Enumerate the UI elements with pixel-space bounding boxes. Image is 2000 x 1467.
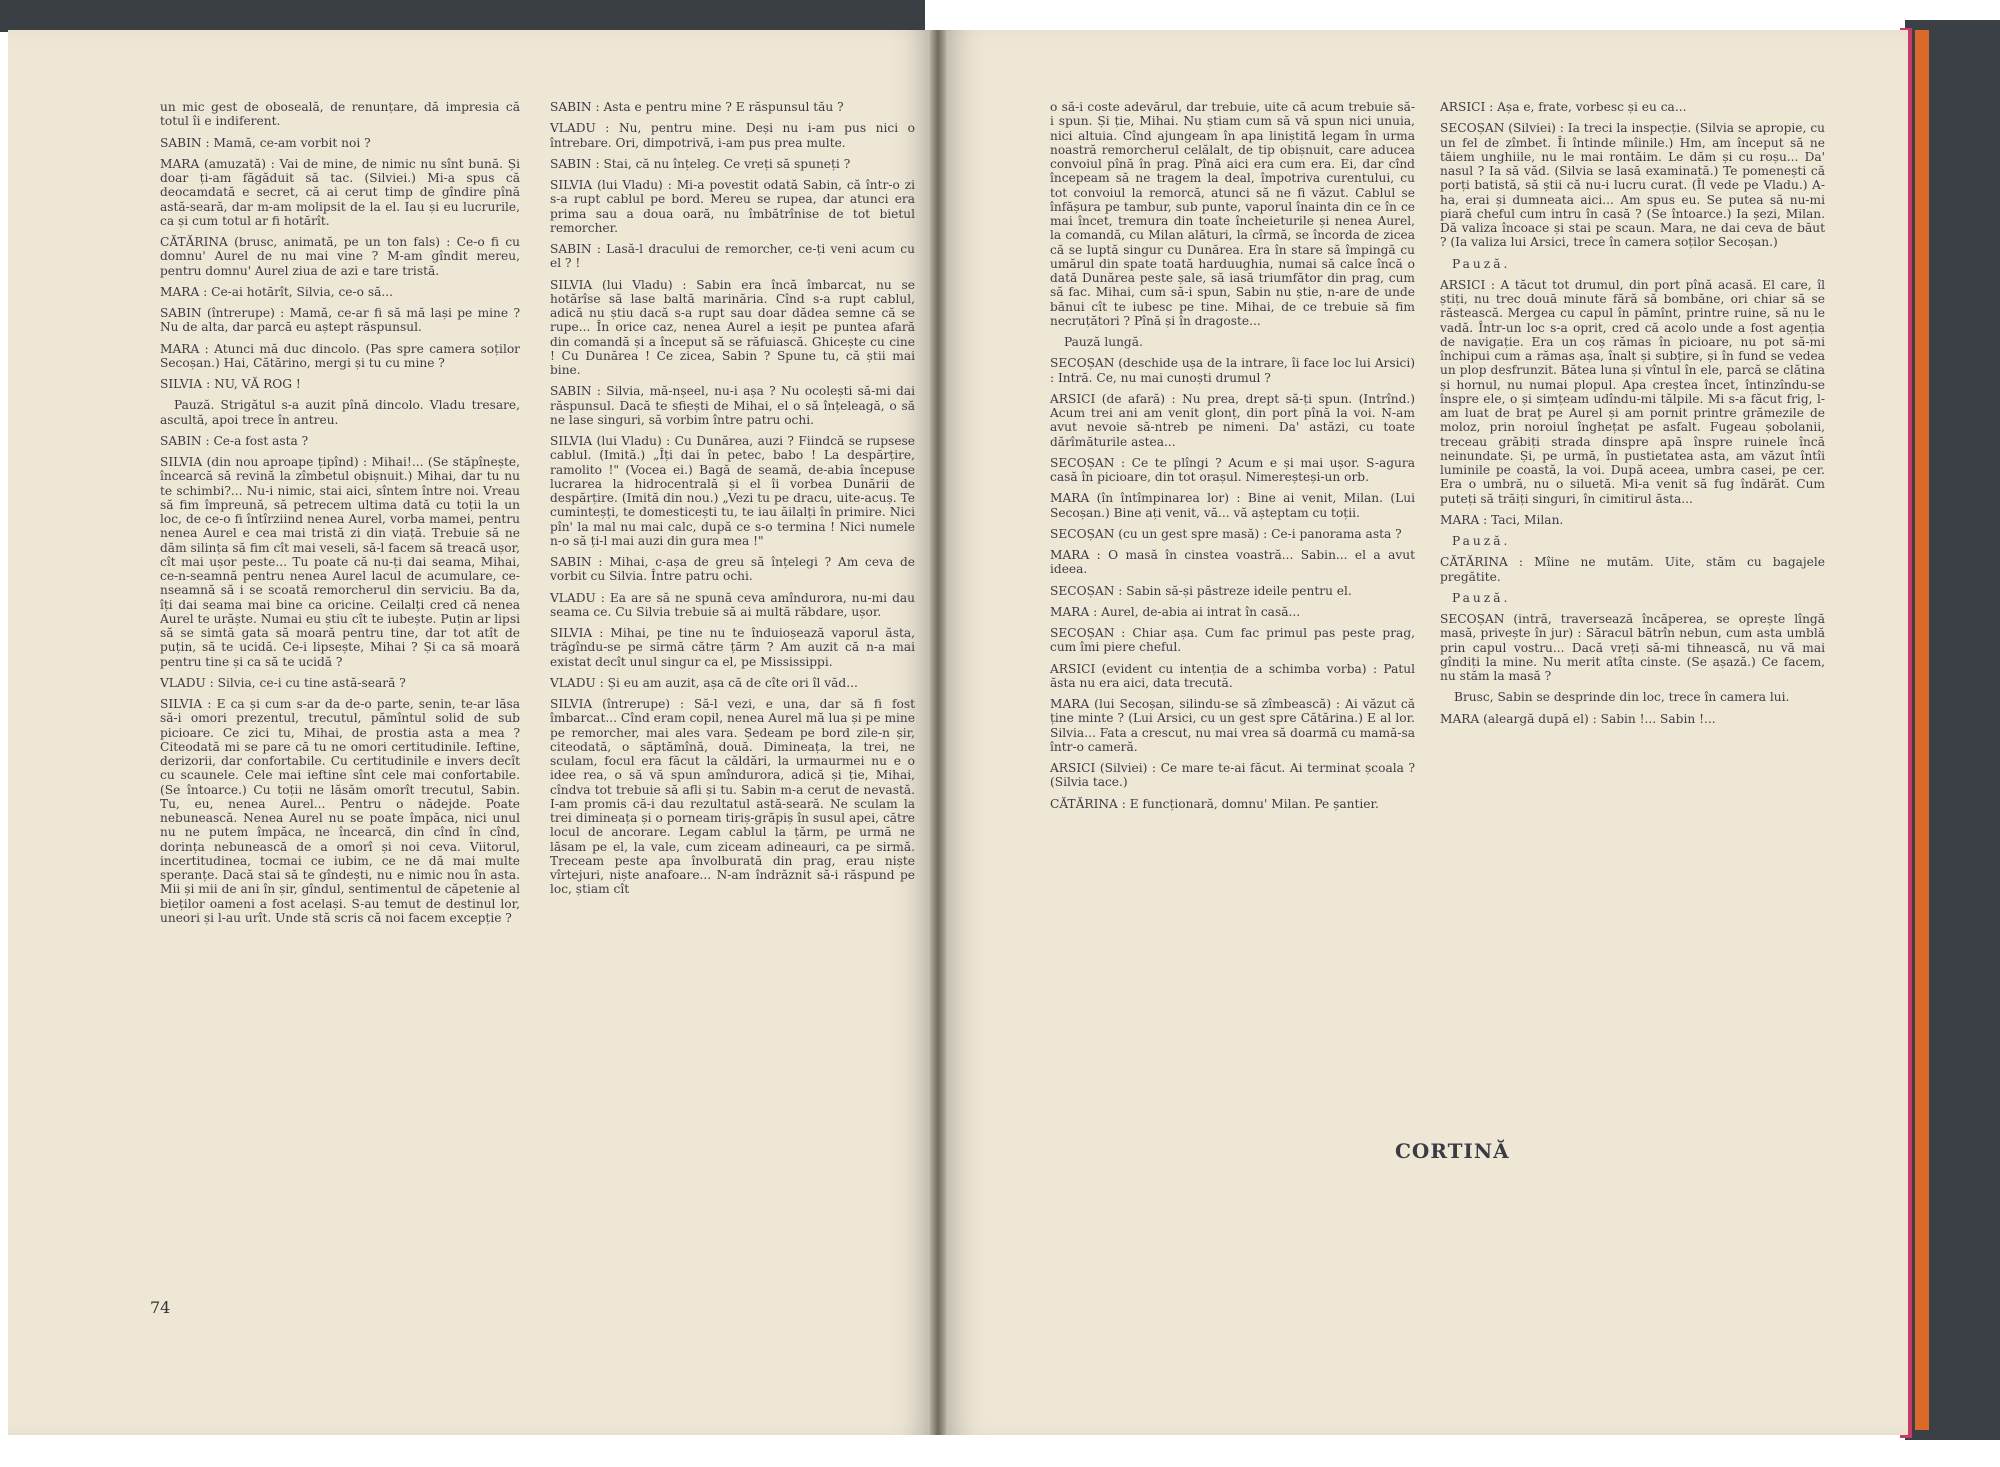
dialogue-line: SECOȘAN : Chiar așa. Cum fac primul pas peste prag, cum îmi piere cheful. — [1050, 626, 1415, 655]
paragraph: un mic gest de oboseală, de renunțare, dă impresia că totul îi e indiferent. — [160, 100, 520, 129]
dialogue-line: SECOȘAN (Silviei) : Ia treci la inspecție. (Silvia se apropie, cu un fel de zîmbet. Îi întinde mîinile.) Hm, am început să ne tăiem unghiile, nu le mai rontăim. Le dăm și cu roșu... Da' nasul ? Ia să văd. (Silvia se lasă examinată.) Te pomenești că porți batistă, să știi că nu-i lucru curat. (Îl vede pe Vladu.) A-ha, erai și dumneata aici... Am spus eu. Se putea să nu-mi piară cheful cum intru în casă ? (Se întoarce.) Ia șezi, Milan. Dă valiza încoace și stai pe scaun. Mara, ne dai ceva de băut ? (Ia valiza lui Arsici, trece în camera soților Secoșan.) — [1440, 121, 1825, 250]
dialogue-line: SECOȘAN : Ce te plîngi ? Acum e și mai ușor. S-agura casă în picioare, din tot orașul. Nimereșteși-un orb. — [1050, 455, 1415, 484]
dialogue-line: SABIN : Silvia, mă-nșeel, nu-i așa ? Nu ocolești să-mi dai răspunsul. Dacă te sfiești de Mihai, el o să înțeleagă, o să ne lase singuri, să vorbim între patru ochi. — [550, 384, 915, 427]
book-cover-top — [0, 0, 925, 32]
stage-direction: Pauză. — [1452, 256, 1511, 271]
dialogue-line: CĂTĂRINA : Mîine ne mutăm. Uite, stăm cu bagajele pregătite. — [1440, 555, 1825, 584]
dialogue-line: ARSICI (evident cu intenția de a schimba vorba) : Patul ăsta nu era aici, data trecută. — [1050, 661, 1415, 690]
dialogue-line: MARA (în întîmpinarea lor) : Bine ai venit, Milan. (Lui Secoșan.) Bine ați venit, vă... vă așteptam cu toții. — [1050, 491, 1415, 520]
dialogue-line: VLADU : Ea are să ne spună ceva amîndurora, nu-mi dau seama ce. Cu Silvia trebuie să ai multă răbdare, ușor. — [550, 590, 915, 619]
dialogue-line: MARA : Aurel, de-abia ai intrat în casă... — [1050, 604, 1301, 619]
dialogue-line: SILVIA : Mihai, pe tine nu te înduioșează vaporul ăsta, trăgîndu-se pe sirmă către țărm ? Am auzit că n-a mai existat decît unul singur ca el, pe Mississippi. — [550, 626, 915, 669]
stage-direction: Pauză. — [1452, 590, 1511, 605]
dialogue-line: CĂTĂRINA : E funcționară, domnu' Milan. Pe șantier. — [1050, 796, 1379, 811]
curtain-heading: CORTINĂ — [1395, 1139, 1510, 1163]
dialogue-line: SABIN : Lasă-l dracului de remorcher, ce-ți veni acum cu el ? ! — [550, 242, 915, 271]
dialogue-line: VLADU : Nu, pentru mine. Deși nu i-am pus nici o întrebare. Ori, dimpotrivă, i-am pus prea multe. — [550, 121, 915, 150]
book-gutter — [930, 30, 946, 1435]
stage-direction: Brusc, Sabin se desprinde din loc, trece în camera lui. — [1454, 690, 1790, 705]
dialogue-line: MARA (amuzată) : Vai de mine, de nimic nu sînt bună. Și doar ți-am făgăduit să tac. (Silviei.) Mi-a spus că deocamdată e secret, că ai cerut timp de gîndire pînă astă-seară, dar m-am molipsit de la el. Iau și eu lucrurile, ca și cum totul ar fi hotărît. — [160, 156, 520, 228]
dialogue-line: VLADU : Silvia, ce-i cu tine astă-seară ? — [160, 675, 406, 690]
left-column-2 — [550, 100, 915, 904]
left-column-1 — [160, 100, 520, 932]
dialogue-line: MARA : O masă în cinstea voastră... Sabin... el a avut ideea. — [1050, 548, 1415, 577]
dialogue-line: MARA (lui Secoșan, silindu-se să zîmbească) : Ai văzut că ține minte ? (Lui Arsici, cu un gest spre Cătărina.) E al lor. Silvia... Fata a crescut, nu mai vrea să doarmă cu mamă-sa într-o cameră. — [1050, 697, 1415, 754]
stage-direction: Pauză lungă. — [1064, 335, 1143, 349]
dialogue-line: SABIN : Mihai, c-așa de greu să înțelegi ? Am ceva de vorbit cu Silvia. Între patru ochi. — [550, 555, 915, 584]
dialogue-line: ARSICI (Silviei) : Ce mare te-ai făcut. Ai terminat școala ? (Silvia tace.) — [1050, 761, 1415, 790]
right-column-2 — [1440, 100, 1825, 733]
dialogue-line: ARSICI (de afară) : Nu prea, drept să-ți spun. (Intrînd.) Acum trei ani am venit glonț, din port pînă la voi. N-am avut nevoie să-ntreb pe nimeni. Da' astăzi, cu toate dărîmăturile astea... — [1050, 391, 1415, 449]
dialogue-line: SABIN (întrerupe) : Mamă, ce-ar fi să mă lași pe mine ? Nu de alta, dar parcă eu aștept răspunsul. — [160, 306, 520, 335]
dialogue-line: SABIN : Ce-a fost asta ? — [160, 433, 309, 448]
dialogue-line: SILVIA (lui Vladu) : Sabin era încă îmbarcat, nu se hotărîse să lase baltă marinăria. Cînd s-a rupt cablul, adică nu știu dacă s-a rupt sau doar dădea semne că se rupe... În orice caz, nenea Aurel a ieșit pe puntea afară din comandă și a început să se răfuiască. Ghicește cu cine ! Cu Dunărea ! Ce zicea, Sabin ? Spune tu, că știi mai bine. — [550, 277, 915, 377]
dialogue-line: SABIN : Mamă, ce-am vorbit noi ? — [160, 135, 371, 150]
dialogue-line: SILVIA (lui Vladu) : Cu Dunărea, auzi ? Fiindcă se rupsese cablul. (Imită.) „Îți dai în petec, babo ! La despărțire, ramolito !" (Vocea ei.) Bagă de seamă, de-abia începuse lucrarea la hidrocentrală și el îi vorbea Dunării de despărțire. (Imită din nou.) „Vezi tu pe dracu, uite-acuș. Te cuminteșți, te domesticești tu, te iau ăilalți în primire. Nici pîn' la mal nu mai calc, după ce s-o termina ! Nici numele n-o să ți-l mai auzi din gura mea !" — [550, 434, 915, 548]
dialogue-line: SECOȘAN (cu un gest spre masă) : Ce-i panorama asta ? — [1050, 526, 1402, 541]
stage-direction: Pauză. — [1452, 534, 1511, 548]
dialogue-line: SILVIA : NU, VĂ ROG ! — [160, 377, 301, 391]
paragraph: o să-i coste adevărul, dar trebuie, uite că acum trebuie să-i spun. Și ție, Mihai. Nu știam cum să vă spun nici unuia, nici altuia. Cînd ajungeam în apa liniștită legam în urma noastră remorcherul celălalt, de tip obișnuit, care aducea convoiul pînă în prag. Pînă aici era cum era. Ei, dar cînd începeam să ne tragem la deal, împotriva curentului, cu tot convoiul la remorcă, atunci să ne fi văzut. Cablul se înfășura pe tambur, sub punte, vaporul înainta din ce în ce mai încet, tremura din toate încheieturile și nenea Aurel, la comandă, cu Milan alături, la cîrmă, se încorda de zicea că se luptă singur cu Dunărea. Era în stare să împingă cu umărul din spate toată harduughia, numai să calce încă o dată Dunărea peste șale, să iasă triumfător din prag, cum să fac. Mihai, cum să-i spun, Sabin nu știe, n-are de unde bănui cît te iubesc pe tine. Mihai, de ce trebuie să fim necruțători ? Pînă și în dragoste... — [1050, 100, 1415, 328]
dialogue-line: ARSICI : A tăcut tot drumul, din port pînă acasă. El care, îl știți, nu trec două minute fără să bombăne, ori chiar să se răstească. Mergea cu capul în pămînt, printre ruine, să nu le vadă. Într-un loc s-a oprit, cred că acolo unde a fost agenția de navigație. Era un coș rămas în picioare, nu pot să-mi închipui cum a rămas așa, înalt și subțire, și în fund se vedea un plop desfrunzit. Bătea luna și vîntul în ele, parcă se clătina și hornul, nu numai plopul. Apa creștea încet, întinzîndu-se înspre ele, o și simțeam udîndu-mi tălpile. Mi s-a făcut frig, l-am luat de braț pe Aurel și am pornit printre grămezile de moloz, prin noroiul înghețat pe asfalt. Fugeau șobolanii, treceau grăbiți strada dinspre apă înspre ruinele încă neinundate. Și, pe urmă, în pustietatea asta, am văzut întîi luminile pe coastă, la voi. După aceea, umbra casei, pe cer. Era o umbră, nu o siluetă. Mi-a venit să fug îndărăt. Cum puteți să trăiți singuri, în cimitirul ăsta... — [1440, 277, 1825, 506]
dialogue-line: MARA (aleargă după el) : Sabin !... Sabin !... — [1440, 711, 1716, 726]
dialogue-line: SECOȘAN : Sabin să-și păstreze ideile pentru el. — [1050, 583, 1352, 598]
dialogue-line: MARA : Taci, Milan. — [1440, 512, 1564, 527]
dialogue-line: MARA : Atunci mă duc dincolo. (Pas spre camera soților Secoșan.) Hai, Cătărino, mergi și tu cu mine ? — [160, 341, 520, 370]
dialogue-line: SILVIA (lui Vladu) : Mi-a povestit odată Sabin, că într-o zi s-a rupt cablul pe bord. Mereu se rupea, dar atunci era prima sau a doua oară, nu îmbătrînise de tot bietul remorcher. — [550, 178, 915, 235]
dialogue-line: ARSICI : Așa e, frate, vorbesc și eu ca... — [1440, 100, 1687, 114]
dialogue-line: SECOȘAN (deschide ușa de la intrare, îi face loc lui Arsici) : Intră. Ce, nu mai cunoști drumul ? — [1050, 356, 1415, 385]
dialogue-line: CĂTĂRINA (brusc, animată, pe un ton fals) : Ce-o fi cu domnu' Aurel de nu mai vine ? M-am gîndit mereu, pentru domnu' Aurel ziua de azi e tare tristă. — [160, 235, 520, 278]
dialogue-line: MARA : Ce-ai hotărît, Silvia, ce-o să... — [160, 284, 393, 299]
page-edge-orange — [1915, 30, 1929, 1430]
dialogue-line: SABIN : Asta e pentru mine ? E răspunsul tău ? — [550, 100, 844, 114]
stage-direction: Pauză. Strigătul s-a auzit pînă dincolo. Vladu tresare, ascultă, apoi trece în antreu. — [160, 398, 520, 427]
dialogue-line: VLADU : Și eu am auzit, așa că de cîte ori îl văd... — [550, 675, 858, 690]
page-number: 74 — [150, 1298, 171, 1317]
dialogue-line: SECOȘAN (intră, traversează încăperea, se oprește lîngă masă, privește în jur) : Săracul bătrîn nebun, cum asta umblă prin capul vostru... Dacă vreți să-mi tihnească, nu vă mai gîndiți la mine. Nu merit atîta cinste. (Se așază.) Ce facem, nu stăm la masă ? — [1440, 612, 1825, 683]
dialogue-line: SILVIA (întrerupe) : Să-l vezi, e una, dar să fi fost îmbarcat... Cînd eram copil, nenea Aurel mă lua și pe mine pe remorcher, mai ales vara. Ședeam pe bord zile-n șir, citeodată, o săptămînă, două. Dimineața, la trei, ne sculam, focul era făcut la căldări, la urmaurmei nu e o idee rea, o să vă spun amîndurora, adică și ție, Mihai, cîndva tot trebuie să afli și tu. Sabin m-a cerut de nevastă. I-am promis că-i dau rezultatul astă-seară. Ne sculam la trei dimineața și o porneam tiriș-grăpiș în susul apei, către locul de ancorare. Legam cablul la țărm, pe urmă ne lăsam pe el, la vale, cum ziceam adineauri, ca pe sirmă. Treceam peste apa învolburată din prag, erau niște vîrtejuri, niște anafoare... N-am îndrăznit să-i răspund pe loc, știam cît — [550, 697, 915, 897]
right-column-1 — [1050, 100, 1415, 818]
dialogue-line: SABIN : Stai, că nu înțeleg. Ce vreți să spuneți ? — [550, 156, 851, 171]
dialogue-line: SILVIA (din nou aproape țipînd) : Mihai!... (Se stăpînește, încearcă să revină la zîmbetul obișnuit.) Mihai, dar tu nu te schimbi?... Nu-i nimic, stai aici, sîntem între noi. Vreau să fim împreună, să petrecem ultima dată cu toții la un loc, de ce-o fi întîrziind nenea Aurel, vorba mamei, pentru nenea Aurel e cea mai tristă zi din viață. Trebuie să ne dăm silința să fim cît mai veseli, să-l facem să treacă ușor, cît mai ușor peste... Tu poate că nu-ți dai seama, Mihai, ce-n-seamnă pentru nenea Aurel lacul de acumulare, ce-nseamnă să i se scoată remorcherul din serviciu. Ba da, îți dai seama mai bine ca oricine. Ceilalți cred că nenea Aurel te urăște. Numai eu știu cît te iubește. Puțin ar lipsi să se simtă gata să moară pentru tine, dar tot atît de puțin, să te ucidă. Ce-i lipsește, Mihai ? Și ca să moară pentru tine și ca să te ucidă ? — [160, 455, 520, 669]
dialogue-line: SILVIA : E ca și cum s-ar da de-o parte, senin, te-ar lăsa să-i omori prezentul, trecutul, pămîntul solid de sub picioare. Ce zici tu, Mihai, de prostia asta a mea ? Citeodată mi se pare că tu ne omori certitudinile. Ieftine, derizorii, dar confortabile. Cu certitudinile e invers decît cu scaunele. Cele mai ieftine sînt cele mai confortabile. (Se întoarce.) Cu toții ne lăsăm omorît trecutul, Sabin. Tu, eu, nenea Aurel... Pentru o nădejde. Poate nebunească. Nenea Aurel nu se poate împăca, nici unul nu ne putem împăca, ne încearcă, din cînd în cînd, dorința nebunească de a omorî și noi ceva. Viitorul, incertitudinea, tocmai ce iubim, ce ne dă mai multe speranțe. Dacă stai să te gîndești, nu e nimic nou în asta. Mii și mii de ani în șir, gîndul, sentimentul de căpetenie al bieților oameni a fost același. S-au temut de destinul lor, uneori și l-au urît. Unde stă scris că noi facem excepție ? — [160, 697, 520, 925]
